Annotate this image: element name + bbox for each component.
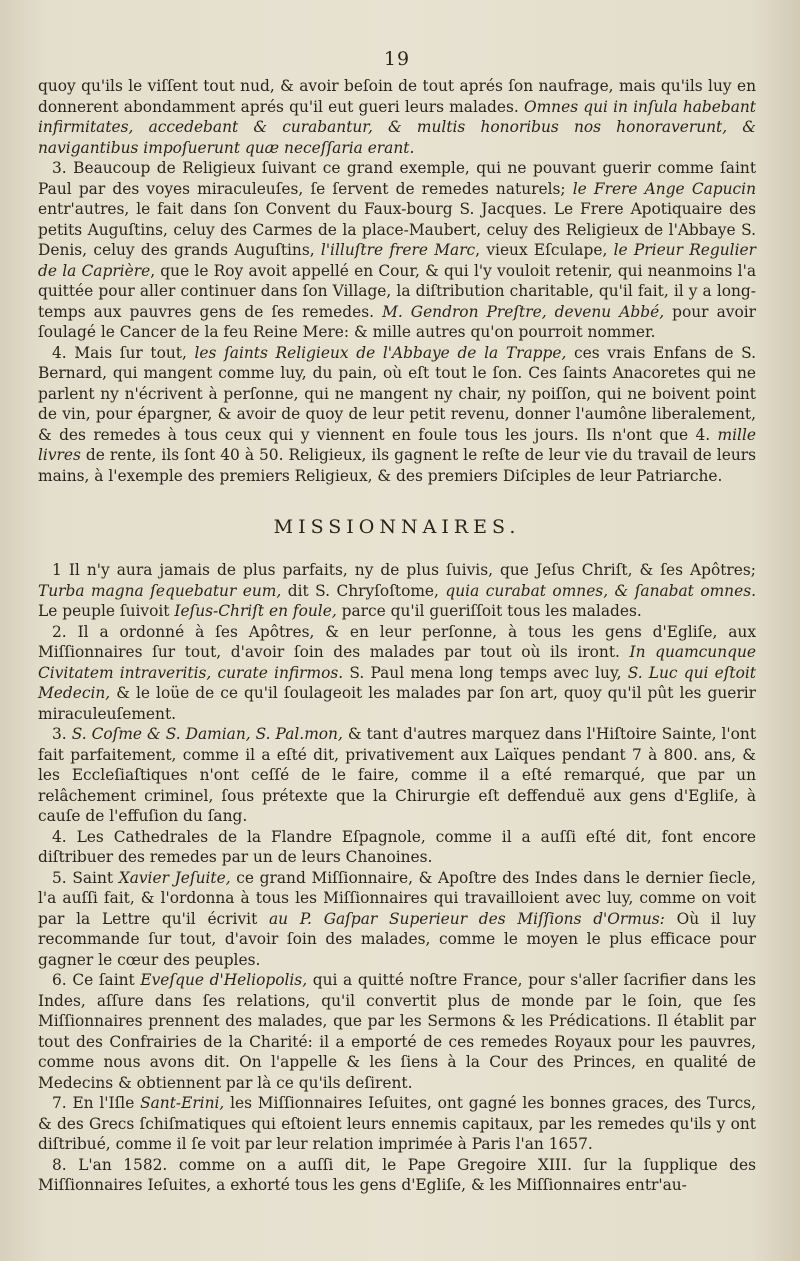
mission-paragraph-5	[38, 868, 756, 971]
text-run: Le peuple ſuivoit	[38, 602, 175, 620]
text-run: 2. Il a ordonné à ſes Apôtres, & en leur perſonne, à tous les gens d'Egliſe, aux Miſſionnaires ſur tout, d'avoir ſoin des malades par tout où ils iront.	[38, 622, 756, 661]
text-run: qui a quitté noſtre France, pour s'aller ſacrifier dans les Indes, aſſure dans ſes relations, qu'il convertit plus de monde par le ſoin, que ſes Miſſionnaires prennent des malades, que par les Sermons & les Prédications. Il établit par tout des Confrairies de la Charité: il a emporté de ces remedes Royaux pour les pauvres, comme nous avons dit. On l'appelle & les ſiens à la Cour des Princes, en qualité de Medecins & obtiennent par là ce qu'ils deſirent.	[38, 971, 756, 1092]
paragraph-continuation	[38, 76, 756, 158]
paragraph-4	[38, 343, 756, 487]
italic-run: au P. Gaſpar Superieur des Miſſions d'Ormus:	[269, 909, 665, 928]
italic-run: le Prieur Regulier de la Caprière	[38, 241, 756, 280]
italic-run: Eveſque d'Heliopolis,	[140, 971, 308, 989]
mission-paragraph-7	[38, 1093, 756, 1155]
text-run: les Miſſionnaires Ieſuites, ont gagné les bonnes graces, des Turcs, & des Grecs ſchiſmatiques qui eſtoient leurs ennemis capitaux, par les remedes qu'ils y ont diſtribué, comme il ſe voit par leur relation imprimée à Paris l'an 1657.	[38, 1094, 756, 1153]
italic-run: les ſaints Religieux de l'Abbaye de la Trappe,	[194, 343, 567, 362]
mission-paragraph-8: 8. L'an 1582. comme on a auſſi dit, le Pape Gregoire XIII. ſur la ſupplique des Miſſionnaires Ieſuites, a exhorté tous les gens d'Egliſe, & les Miſſionnaires entr'au-	[38, 1155, 756, 1194]
mission-paragraph-1	[38, 560, 756, 622]
italic-run: Ieſus-Chriſt en foule,	[174, 602, 337, 620]
mission-paragraph-4: 4. Les Cathedrales de la Flandre Eſpagnole, comme il a auſſi eſté dit, font encore diſtribuer des remedes par un de leurs Chanoines.	[38, 827, 756, 866]
text-run: 1 Il n'y aura jamais de plus parfaits, ny de plus ſuivis, que Jeſus Chriſt, & ſes Apôtres;	[52, 561, 756, 579]
text-run: Où il luy recommande ſur tout, d'avoir ſoin des malades, comme le moyen le plus efficace pour gagner le cœur des peuples.	[38, 909, 756, 969]
text-run: , que le Roy avoit appellé en Cour, & qui l'y vouloit retenir, qui neanmoins l'a quittée pour aller continuer dans ſon Village, la diſtribution charitable, qu'il fait, il y a long-temps aux pauvres gens de ſes remedes.	[38, 261, 757, 321]
italic-run: mille livres	[38, 425, 756, 464]
text-run: dit S. Chryſoſtome,	[281, 581, 446, 600]
section-title: MISSIONNAIRES.	[273, 516, 521, 538]
italic-run: quia curabat omnes, & ſanabat omnes.	[445, 581, 756, 600]
italic-run: Turba magna ſequebatur eum,	[38, 581, 282, 600]
text-run: quoy qu'ils le viſſent tout nud, & avoir beſoin de tout aprés ſon naufrage, mais qu'ils luy en donnerent abondamment aprés qu'il eut gueri leurs malades.	[38, 77, 756, 116]
text-run: 7. En l'Iſle	[52, 1094, 141, 1112]
text-run: 4. Mais ſur tout,	[52, 343, 195, 362]
italic-run: S. Luc qui eſtoit Medecin,	[38, 663, 756, 702]
text-run: ce grand Miſſionnaire, & Apoſtre des Indes dans le dernier ſiecle, l'a auſſi fait, & l'ordonna à tous les Miſſionnaires qui travailloient avec luy, comme on voit par la Lettre qu'il écrivit	[38, 868, 756, 928]
text-run: , vieux Eſculape,	[475, 241, 614, 259]
page-number: 19	[383, 48, 411, 70]
latin-quote: Omnes qui in inſula habebant infirmitates, accedebant & curabantur, & multis honoribus nos honoraverunt, & navigantibus impoſuerunt quæ neceſſaria erant.	[38, 97, 756, 157]
italic-run: Sant-Erini,	[140, 1094, 225, 1112]
text-run: pour avoir ſoulagé le Cancer de la feu Reine Mere: & mille autres qu'on pourroit nommer.	[38, 302, 756, 341]
text-run: S. Paul mena long temps avec luy,	[343, 663, 628, 682]
paragraph-3	[38, 158, 756, 343]
mission-paragraph-3	[38, 724, 756, 827]
italic-run: l'illuſtre frere Marc	[320, 241, 476, 259]
text-run: 5. Saint	[52, 868, 119, 887]
italic-run: le Frere Ange Capucin	[572, 179, 756, 198]
italic-run: S. Coſme & S. Damian, S. Pal.mon,	[71, 725, 343, 743]
text-run: parce qu'il gueriſſoit tous les malades.	[336, 602, 642, 620]
text-run: 3.	[52, 725, 72, 743]
text-run: de rente, ils ſont 40 à 50. Religieux, ils gagnent le reſte de leur vie du travail de leurs mains, à l'exemple des premiers Religieux, & des premiers Diſciples de leur Patriarche.	[38, 446, 756, 485]
text-run: 6. Ce ſaint	[52, 971, 141, 989]
text-run: entr'autres, le fait dans ſon Convent du Faux-bourg S. Jacques. Le Frere Apotiquaire des petits Auguſtins, celuy des Carmes de la place-Maubert, celuy des Religieux de l'Abbaye S. Denis, celuy des grands Auguſtins,	[38, 200, 756, 259]
italic-run: Xavier Jeſuite,	[118, 868, 231, 887]
text-run: & le loüe de ce qu'il ſoulageoit les malades par ſon art, quoy qu'il pût les guerir miraculeuſement.	[38, 684, 756, 723]
italic-run: M. Gendron Preſtre, devenu Abbé,	[382, 302, 665, 321]
mission-paragraph-6	[38, 970, 756, 1093]
text-run: ces vrais Enfans de S. Bernard, qui mangent comme luy, du pain, où eſt tout le ſon. Ces ſaints Anacoretes qui ne parlent ny n'écrivent à perſonne, qui ne mangent ny chair, ny poiſſon, qui ne boivent point de vin, pour épargner, & avoir de quoy de leur petit revenu, donner l'aumône liberalement, & des remedes à tous ceux qui y viennent en foule tous les jours. Ils n'ont que 4.	[38, 343, 757, 444]
text-run: 3. Beaucoup de Religieux ſuivant ce grand exemple, qui ne pouvant guerir comme ſaint Paul par des voyes miraculeuſes, ſe ſervent de remedes naturels;	[38, 159, 756, 198]
mission-paragraph-2	[38, 622, 756, 725]
text-run: & tant d'autres marquez dans l'Hiſtoire Sainte, l'ont fait parfaitement, comme il a eſté dit, privativement aux Laïques pendant 7 à 800. ans, & les Eccleſiaſtiques n'ont ceſſé de le faire, comme il a eſté remarqué, que par un relâchement criminel, ſous prétexte que la Chirurgie eſt deffenduë aux gens d'Egliſe, à cauſe de l'effuſion du ſang.	[38, 725, 756, 825]
italic-run: In quamcunque Civitatem intraveritis, curate infirmos.	[38, 643, 756, 682]
